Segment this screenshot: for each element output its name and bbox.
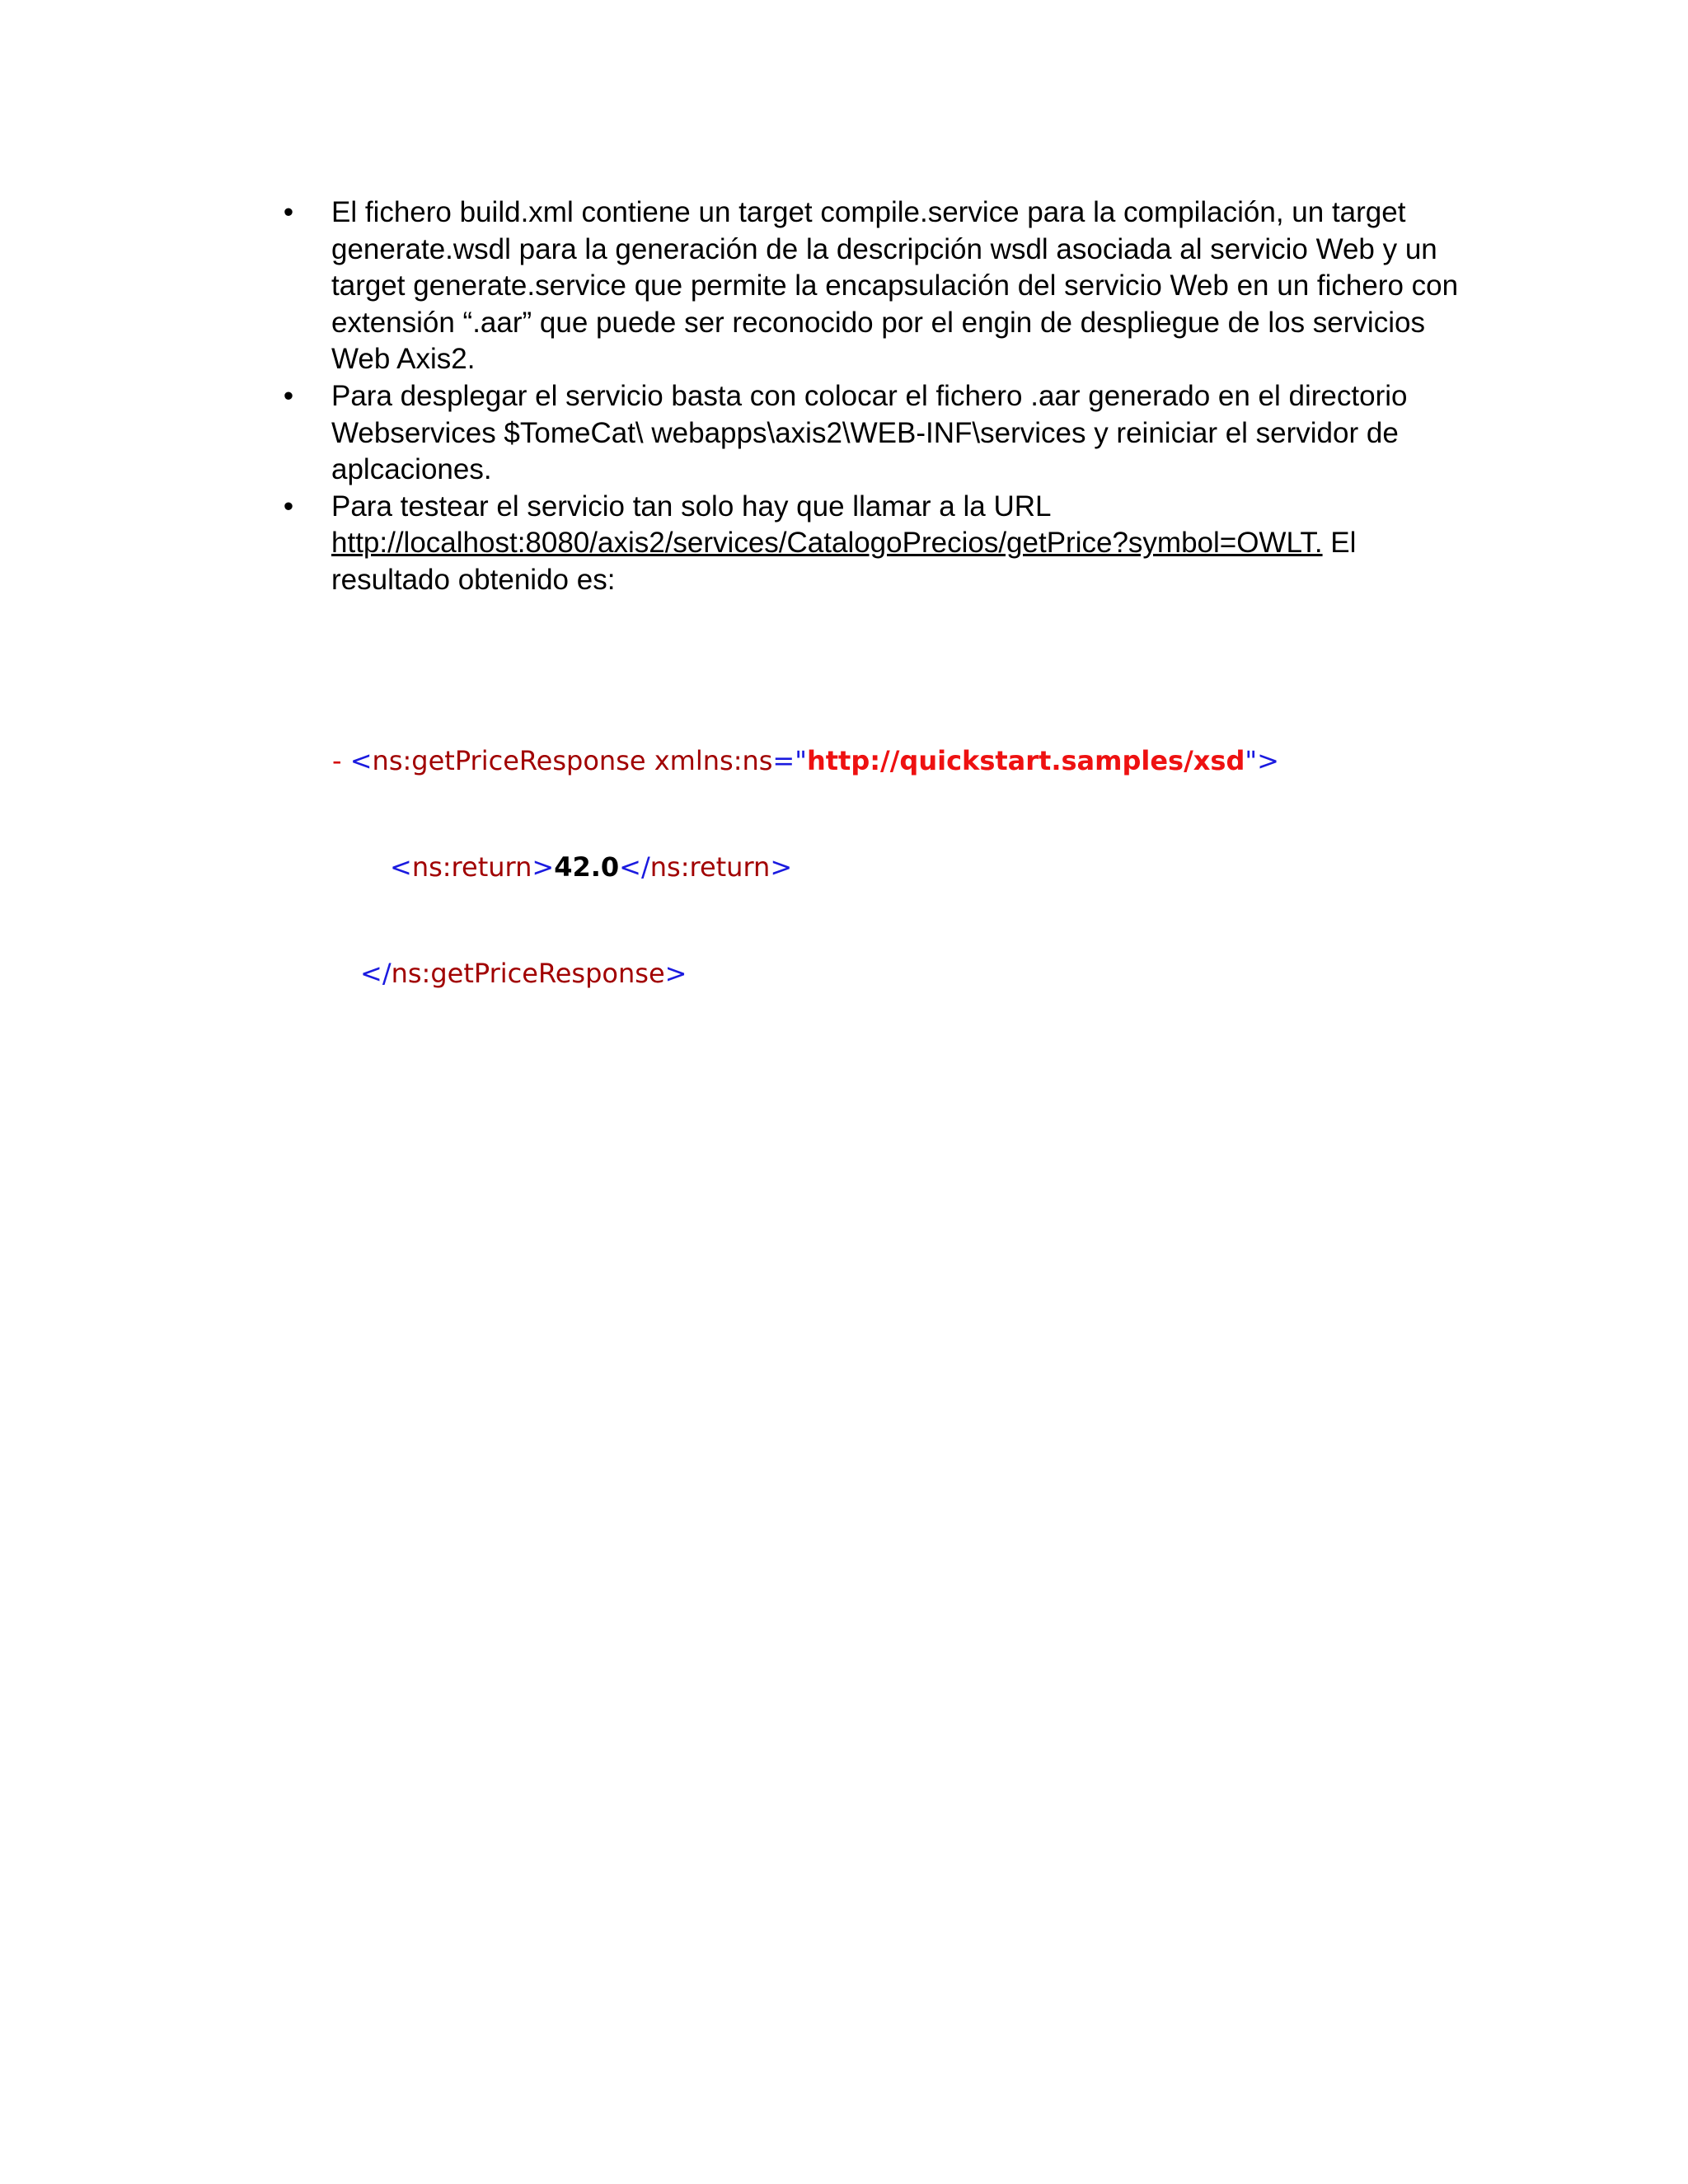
xml-root-tag: ns:getPriceResponse — [391, 958, 665, 989]
xml-attr-name: xmlns:ns — [654, 745, 773, 776]
xml-child-value: 42.0 — [554, 851, 620, 883]
collapse-toggle-icon[interactable]: - — [332, 745, 342, 776]
bullet-text: El fichero build.xml contiene un target compile.service para la compilación, un target generate.wsdl para la generación de la descripción wsdl asociada al servicio Web y un target generate.service que permite la encapsulación del servicio Web en un fichero con extensión “.aar” que puede ser reconocido por el engin de despliegue de los servicios Web Axis2. — [331, 196, 1459, 376]
bullet-dot-icon: • — [283, 196, 294, 228]
xml-bracket: > — [664, 958, 687, 989]
bullet-list — [280, 194, 1467, 599]
bullet-text: Para testear el servicio tan solo hay que llamar a la URL — [331, 490, 1051, 523]
bullet-text: El resultado obtenido es: — [331, 527, 1357, 596]
xml-bracket: </ — [619, 851, 650, 883]
xml-bracket: > — [770, 851, 793, 883]
xml-bracket: < — [390, 851, 412, 883]
bullet-item-test — [280, 489, 1467, 599]
xml-child-line — [390, 850, 1279, 885]
bullet-item-build-xml — [280, 194, 1467, 378]
xml-bracket: < — [349, 745, 373, 776]
bullet-dot-icon: • — [283, 490, 294, 523]
xml-root-open-line — [332, 743, 1279, 779]
bullet-dot-icon: • — [283, 379, 294, 412]
xml-root-tag: ns:getPriceResponse — [372, 745, 646, 776]
xml-attr-eq: =" — [772, 745, 807, 776]
xml-bracket: </ — [360, 958, 392, 989]
bullet-item-deploy — [280, 378, 1467, 489]
xml-child-tag: ns:return — [649, 851, 771, 883]
xml-response-view — [332, 673, 1279, 1062]
xml-root-close-line — [360, 956, 1279, 991]
xml-attr-quote: " — [1245, 745, 1258, 776]
bullet-text: Para desplegar el servicio basta con colocar el fichero .aar generado en el directorio Webservices $TomeCat\ webapps\axis2\WEB-INF\services y reiniciar el servidor de aplcaciones. — [331, 379, 1408, 486]
xml-child-tag: ns:return — [411, 851, 532, 883]
xml-bracket: > — [532, 851, 555, 883]
xml-attr-value: http://quickstart.samples/xsd — [806, 745, 1245, 776]
xml-bracket: > — [1257, 745, 1279, 776]
service-url-link[interactable]: http://localhost:8080/axis2/services/CatalogoPrecios/getPrice?symbol=OWLT. — [331, 527, 1323, 560]
